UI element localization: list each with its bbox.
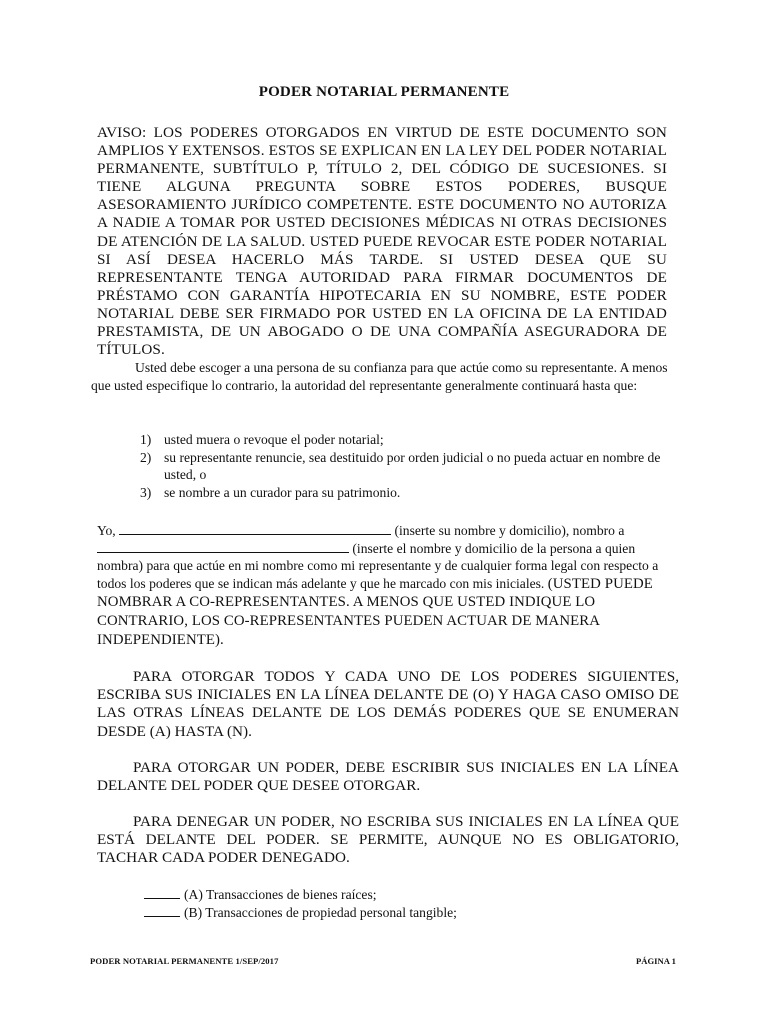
list-item: [144, 904, 644, 922]
document-title: PODER NOTARIAL PERMANENTE: [258, 84, 510, 100]
list-item: [140, 484, 670, 502]
designation-part1: (inserte su nombre y domicilio), nombro a: [394, 523, 625, 538]
designation-paragraph: [97, 522, 672, 649]
co-agent-notice: (USTED PUEDE NOMBRAR A CO-REPRESENTANTES. A MENOS QUE USTED INDIQUE LO CONTRARIO, LOS CO-REPRESENTANTES PUEDEN ACTUAR DE MANERA INDEPENDIENTE).: [97, 575, 653, 648]
footer-document-title: PODER NOTARIAL PERMANENTE 1/SEP/2017: [90, 956, 279, 966]
designation-yo: Yo,: [97, 523, 116, 538]
initials-line[interactable]: [144, 886, 180, 899]
list-item-text: se nombre a un curador para su patrimonio.: [164, 484, 401, 500]
list-item-text: su representante renuncie, sea destituido por orden judicial o no pueda actuar en nombre de usted, o: [164, 449, 661, 483]
instruction-paragraph: [97, 813, 679, 868]
notice-paragraph: AVISO: LOS PODERES OTORGADOS EN VIRTUD DE ESTE DOCUMENTO SON AMPLIOS Y EXTENSOS. ESTOS SE EXPLICAN EN LA LEY DEL PODER NOTARIAL PERMANENTE, SUBTÍTULO P, TÍTULO 2, DEL CÓDIGO DE SUCESIONES. SI TIENE ALGUNA PREGUNTA SOBRE ESTOS PODERES, BUSQUE ASESORAMIENTO JURÍDICO COMPETENTE. ESTE DOCUMENTO NO AUTORIZA A NADIE A TOMAR POR USTED DECISIONES MÉDICAS NI OTRAS DECISIONES DE ATENCIÓN DE LA SALUD. USTED PUEDE REVOCAR ESTE PODER NOTARIAL SI ASÍ DESEA HACERLO MÁS TARDE. SI USTED DESEA QUE SU REPRESENTANTE TENGA AUTORIDAD PARA FIRMAR DOCUMENTOS DE PRÉSTAMO CON GARANTÍA HIPOTECARIA EN SU NOMBRE, ESTE PODER NOTARIAL DEBE SER FIRMADO POR USTED EN LA OFICINA DE LA ENTIDAD PRESTAMISTA, DE UN ABOGADO O DE UNA COMPAÑÍA ASEGURADORA DE TÍTULOS.: [97, 124, 667, 359]
designation-part2: (inserte el nombre y domicilio de la persona a quien nombra) para que actúe en mi nombre como mi representante y de cualquier forma legal con respecto a todos los poderes que se indican más adelante y que he marcado con mis iniciales.: [97, 540, 659, 591]
initials-line[interactable]: [144, 904, 180, 917]
list-item-text: usted muera o revoque el poder notarial;: [164, 432, 384, 447]
powers-list: [144, 886, 644, 922]
instruction-text: PARA OTORGAR UN PODER, DEBE ESCRIBIR SUS INICIALES EN LA LÍNEA DELANTE DEL PODER QUE DESEE OTORGAR.: [97, 759, 679, 795]
list-number: 1): [140, 432, 152, 447]
list-number: 3): [140, 484, 152, 500]
list-item: [144, 886, 644, 904]
list-item: [140, 431, 670, 449]
intro-paragraph: [91, 359, 671, 394]
instruction-paragraph: [97, 668, 679, 741]
instruction-text: PARA OTORGAR TODOS Y CADA UNO DE LOS PODERES SIGUIENTES, ESCRIBA SUS INICIALES EN LA LÍNEA DELANTE DE (O) Y HAGA CASO OMISO DE LAS OTRAS LÍNEAS DELANTE DE LOS DEMÁS PODERES QUE SE ENUMERAN DESDE (A) HASTA (N).: [97, 668, 679, 740]
power-label: (A) Transacciones de bienes raíces;: [184, 887, 377, 902]
agent-name-line[interactable]: [97, 540, 349, 553]
instruction-paragraph: [97, 759, 679, 795]
footer-page-number: PÁGINA 1: [636, 956, 676, 966]
instruction-text: PARA DENEGAR UN PODER, NO ESCRIBA SUS INICIALES EN LA LÍNEA QUE ESTÁ DELANTE DEL PODER. SE PERMITE, AUNQUE NO ES OBLIGATORIO, TACHAR CADA PODER DENEGADO.: [97, 813, 679, 867]
list-number: 2): [140, 449, 152, 465]
conditions-list: [140, 431, 670, 501]
list-item: [140, 449, 670, 484]
intro-text: Usted debe escoger a una persona de su confianza para que actúe como su representante. A menos que usted especifique lo contrario, la autoridad del representante generalmente continuará hasta que:: [91, 360, 668, 393]
principal-name-line[interactable]: [119, 522, 391, 535]
power-label: (B) Transacciones de propiedad personal tangible;: [184, 904, 457, 920]
